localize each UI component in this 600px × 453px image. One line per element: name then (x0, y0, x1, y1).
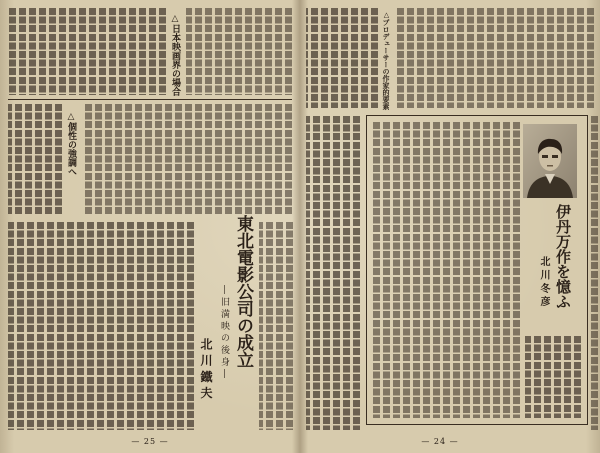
body-text-block (306, 116, 360, 430)
article-author: 北 川 鐵 夫 (199, 338, 213, 399)
body-text-block (8, 104, 62, 214)
boxed-article (366, 115, 588, 425)
left-page (0, 0, 296, 453)
body-text-block (186, 8, 292, 95)
section-heading-individuality: △個性の強調へ (66, 112, 76, 176)
section-heading-producer: △プロデューサーの作家的要素 (382, 10, 391, 110)
body-text-block (306, 8, 378, 108)
body-text-block (525, 336, 581, 418)
body-text-block (82, 104, 292, 214)
page-number-right: — 24 — (421, 437, 459, 446)
boxed-article-title: 伊丹万作を憶ふ (554, 204, 572, 309)
body-text-block (396, 8, 594, 108)
body-text-block (8, 222, 194, 430)
section-heading-japan-film-world: △日本映画界の場合 (170, 14, 180, 96)
article-subtitle: ―旧満映の後身― (219, 285, 229, 381)
section-divider (8, 99, 292, 100)
article-title: 東北電影公司の成立 (233, 215, 253, 368)
body-text-block (372, 122, 520, 418)
right-page (304, 0, 600, 453)
body-text-block (591, 116, 598, 430)
portrait-photo-icon (523, 124, 577, 198)
body-text-block (8, 8, 166, 95)
page-number-left: — 25 — (131, 437, 169, 446)
boxed-article-author: 北 川 冬 彦 (538, 256, 549, 307)
body-text-block (259, 222, 293, 430)
